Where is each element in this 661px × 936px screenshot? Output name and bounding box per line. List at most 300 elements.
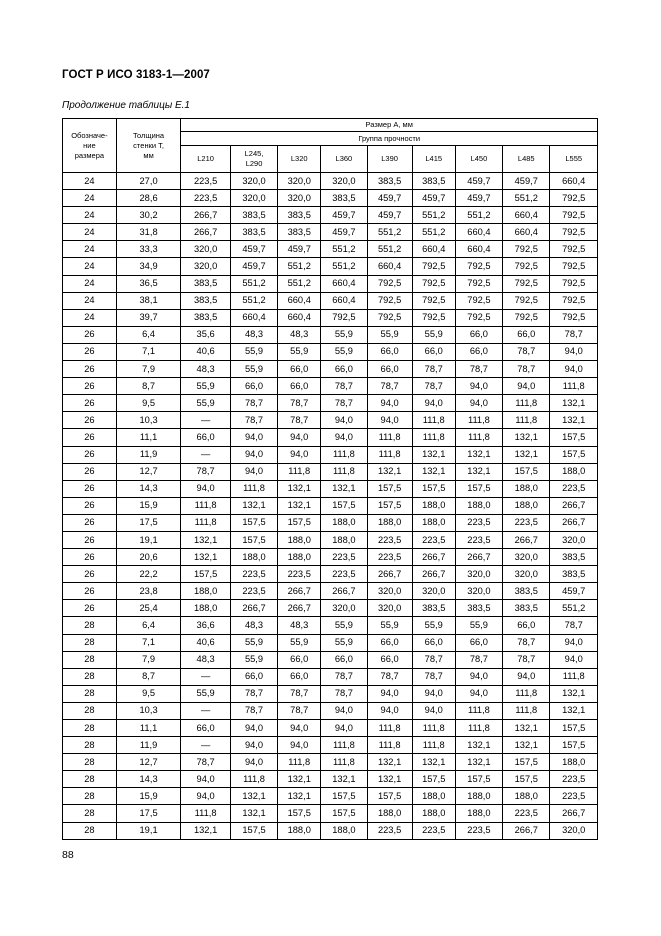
cell-size-value: 383,5: [278, 207, 321, 224]
cell-thickness: 33,3: [116, 241, 181, 258]
table-row: [63, 258, 598, 275]
cell-size-value: 55,9: [455, 617, 502, 634]
cell-designation: 28: [63, 737, 117, 754]
cell-size-value: 78,7: [550, 617, 598, 634]
table-row: [63, 395, 598, 412]
cell-size-value: 78,7: [503, 651, 550, 668]
cell-size-value: 223,5: [321, 566, 367, 583]
table-header: [63, 119, 598, 173]
cell-size-value: 111,8: [278, 754, 321, 771]
cell-size-value: 94,0: [321, 702, 367, 719]
cell-size-value: 266,7: [278, 583, 321, 600]
cell-size-value: 78,7: [321, 668, 367, 685]
cell-size-value: 132,1: [230, 788, 277, 805]
cell-size-value: 188,0: [503, 480, 550, 497]
cell-thickness: 7,1: [116, 634, 181, 651]
cell-thickness: 10,3: [116, 702, 181, 719]
cell-thickness: 27,0: [116, 173, 181, 190]
cell-size-value: 132,1: [550, 395, 598, 412]
cell-size-value: 132,1: [412, 754, 455, 771]
cell-size-value: 78,7: [503, 634, 550, 651]
cell-size-value: 551,2: [412, 224, 455, 241]
cell-size-value: 188,0: [321, 514, 367, 531]
cell-size-value: 94,0: [550, 343, 598, 360]
cell-size-value: 111,8: [412, 429, 455, 446]
cell-size-value: 78,7: [412, 361, 455, 378]
cell-size-value: 223,5: [278, 566, 321, 583]
cell-size-value: 157,5: [367, 788, 412, 805]
cell-size-value: 459,7: [367, 190, 412, 207]
cell-size-value: 66,0: [278, 668, 321, 685]
table-row: [63, 617, 598, 634]
cell-size-value: 320,0: [321, 600, 367, 617]
cell-size-value: 132,1: [550, 702, 598, 719]
cell-size-value: 55,9: [181, 378, 231, 395]
cell-size-value: 132,1: [278, 480, 321, 497]
cell-size-value: 111,8: [412, 412, 455, 429]
cell-size-value: 157,5: [321, 497, 367, 514]
cell-size-value: 94,0: [278, 720, 321, 737]
cell-size-value: 111,8: [412, 720, 455, 737]
cell-size-value: 111,8: [455, 702, 502, 719]
cell-size-value: 66,0: [321, 651, 367, 668]
cell-size-value: 188,0: [412, 497, 455, 514]
cell-size-value: 132,1: [367, 771, 412, 788]
cell-size-value: 320,0: [230, 173, 277, 190]
cell-size-value: 792,5: [550, 241, 598, 258]
cell-size-value: 660,4: [455, 224, 502, 241]
cell-designation: 24: [63, 207, 117, 224]
cell-thickness: 12,7: [116, 754, 181, 771]
table-row: [63, 446, 598, 463]
cell-designation: 26: [63, 343, 117, 360]
cell-size-value: 320,0: [455, 583, 502, 600]
cell-size-value: 792,5: [503, 309, 550, 326]
cell-size-value: —: [181, 412, 231, 429]
cell-size-value: 94,0: [278, 429, 321, 446]
cell-size-value: 792,5: [455, 309, 502, 326]
header-grade: L555: [550, 146, 598, 173]
page-number: 88: [62, 849, 74, 861]
table-row: [63, 190, 598, 207]
cell-size-value: 66,0: [278, 378, 321, 395]
cell-thickness: 14,3: [116, 771, 181, 788]
table-row: [63, 378, 598, 395]
cell-size-value: 111,8: [455, 429, 502, 446]
cell-size-value: 66,0: [321, 361, 367, 378]
cell-size-value: 78,7: [181, 754, 231, 771]
cell-size-value: 157,5: [412, 771, 455, 788]
cell-size-value: 188,0: [181, 600, 231, 617]
cell-size-value: 111,8: [503, 412, 550, 429]
cell-size-value: 383,5: [412, 173, 455, 190]
cell-designation: 26: [63, 378, 117, 395]
cell-size-value: 660,4: [503, 224, 550, 241]
cell-size-value: 66,0: [181, 429, 231, 446]
cell-size-value: 792,5: [550, 224, 598, 241]
cell-thickness: 7,1: [116, 343, 181, 360]
cell-size-value: 55,9: [230, 343, 277, 360]
cell-thickness: 7,9: [116, 361, 181, 378]
cell-size-value: 188,0: [412, 805, 455, 822]
cell-designation: 28: [63, 685, 117, 702]
cell-size-value: 55,9: [230, 361, 277, 378]
cell-size-value: 94,0: [455, 668, 502, 685]
cell-size-value: 320,0: [550, 822, 598, 839]
cell-size-value: 188,0: [412, 788, 455, 805]
cell-size-value: 223,5: [181, 190, 231, 207]
cell-size-value: 66,0: [230, 668, 277, 685]
cell-size-value: 223,5: [412, 531, 455, 548]
cell-designation: 26: [63, 514, 117, 531]
table-row: [63, 788, 598, 805]
cell-size-value: 551,2: [455, 207, 502, 224]
cell-size-value: 111,8: [367, 737, 412, 754]
cell-size-value: 383,5: [278, 224, 321, 241]
cell-size-value: 157,5: [367, 497, 412, 514]
cell-size-value: 55,9: [278, 634, 321, 651]
cell-size-value: 792,5: [503, 275, 550, 292]
header-grade: L415: [412, 146, 455, 173]
cell-size-value: 111,8: [455, 412, 502, 429]
cell-size-value: 157,5: [503, 463, 550, 480]
cell-size-value: 132,1: [412, 463, 455, 480]
cell-size-value: 320,0: [367, 600, 412, 617]
cell-size-value: 792,5: [367, 292, 412, 309]
cell-size-value: 792,5: [367, 309, 412, 326]
cell-size-value: 383,5: [230, 207, 277, 224]
cell-size-value: 55,9: [181, 685, 231, 702]
cell-size-value: 94,0: [367, 685, 412, 702]
cell-size-value: 459,7: [321, 207, 367, 224]
cell-size-value: 94,0: [367, 702, 412, 719]
cell-size-value: 132,1: [230, 497, 277, 514]
cell-size-value: 792,5: [550, 258, 598, 275]
cell-size-value: 551,2: [367, 224, 412, 241]
cell-size-value: 94,0: [230, 446, 277, 463]
cell-size-value: 383,5: [181, 309, 231, 326]
cell-size-value: 35,6: [181, 326, 231, 343]
cell-designation: 24: [63, 241, 117, 258]
cell-size-value: 157,5: [181, 566, 231, 583]
cell-size-value: 266,7: [503, 822, 550, 839]
cell-size-value: 660,4: [550, 173, 598, 190]
cell-size-value: 66,0: [455, 326, 502, 343]
cell-size-value: 55,9: [412, 617, 455, 634]
cell-size-value: 383,5: [367, 173, 412, 190]
cell-size-value: 94,0: [455, 685, 502, 702]
cell-size-value: 266,7: [230, 600, 277, 617]
cell-size-value: 157,5: [455, 771, 502, 788]
cell-size-value: 223,5: [455, 531, 502, 548]
cell-size-value: 157,5: [550, 429, 598, 446]
cell-size-value: 157,5: [550, 446, 598, 463]
cell-thickness: 14,3: [116, 480, 181, 497]
cell-size-value: 94,0: [230, 429, 277, 446]
cell-size-value: 188,0: [181, 583, 231, 600]
cell-size-value: 132,1: [503, 720, 550, 737]
table-row: [63, 173, 598, 190]
cell-designation: 28: [63, 702, 117, 719]
cell-thickness: 38,1: [116, 292, 181, 309]
table-row: [63, 668, 598, 685]
cell-size-value: 132,1: [455, 754, 502, 771]
cell-thickness: 10,3: [116, 412, 181, 429]
cell-size-value: 55,9: [230, 651, 277, 668]
cell-size-value: 157,5: [367, 480, 412, 497]
cell-size-value: 792,5: [550, 292, 598, 309]
cell-size-value: 157,5: [550, 720, 598, 737]
cell-size-value: 188,0: [278, 549, 321, 566]
cell-size-value: 320,0: [181, 241, 231, 258]
cell-size-value: 111,8: [321, 463, 367, 480]
cell-size-value: 78,7: [230, 702, 277, 719]
cell-size-value: 223,5: [550, 771, 598, 788]
cell-designation: 26: [63, 480, 117, 497]
cell-size-value: 94,0: [367, 395, 412, 412]
cell-size-value: 111,8: [230, 771, 277, 788]
cell-size-value: 157,5: [321, 805, 367, 822]
cell-designation: 24: [63, 173, 117, 190]
header-grade: L245, L290: [230, 146, 277, 173]
cell-size-value: 188,0: [455, 497, 502, 514]
cell-thickness: 19,1: [116, 531, 181, 548]
table-row: [63, 224, 598, 241]
cell-size-value: 48,3: [181, 651, 231, 668]
cell-size-value: 66,0: [278, 651, 321, 668]
cell-size-value: 78,7: [412, 378, 455, 395]
cell-size-value: 132,1: [503, 446, 550, 463]
cell-size-value: 132,1: [455, 446, 502, 463]
cell-size-value: 94,0: [550, 651, 598, 668]
cell-designation: 26: [63, 361, 117, 378]
cell-size-value: 78,7: [181, 463, 231, 480]
cell-thickness: 19,1: [116, 822, 181, 839]
cell-size-value: 94,0: [455, 395, 502, 412]
cell-size-value: 111,8: [230, 480, 277, 497]
cell-size-value: 94,0: [321, 720, 367, 737]
cell-designation: 26: [63, 549, 117, 566]
cell-size-value: 157,5: [230, 531, 277, 548]
cell-size-value: 459,7: [367, 207, 412, 224]
cell-size-value: 551,2: [503, 190, 550, 207]
cell-size-value: 792,5: [503, 292, 550, 309]
cell-size-value: 792,5: [455, 292, 502, 309]
cell-size-value: 223,5: [412, 822, 455, 839]
header-grade: L360: [321, 146, 367, 173]
cell-size-value: 132,1: [503, 737, 550, 754]
table-body: [63, 173, 598, 840]
table-row: [63, 343, 598, 360]
cell-size-value: 66,0: [230, 378, 277, 395]
cell-size-value: 551,2: [550, 600, 598, 617]
cell-size-value: 94,0: [503, 378, 550, 395]
cell-size-value: 157,5: [550, 737, 598, 754]
table-row: [63, 583, 598, 600]
cell-size-value: 66,0: [455, 634, 502, 651]
cell-size-value: 55,9: [321, 326, 367, 343]
cell-size-value: 792,5: [412, 309, 455, 326]
cell-size-value: 78,7: [278, 685, 321, 702]
cell-size-value: 111,8: [367, 720, 412, 737]
cell-size-value: 132,1: [230, 805, 277, 822]
cell-designation: 28: [63, 771, 117, 788]
cell-size-value: 111,8: [550, 378, 598, 395]
cell-size-value: 266,7: [321, 583, 367, 600]
cell-thickness: 31,8: [116, 224, 181, 241]
cell-size-value: 94,0: [230, 737, 277, 754]
cell-size-value: 551,2: [230, 275, 277, 292]
cell-size-value: 94,0: [278, 737, 321, 754]
cell-thickness: 9,5: [116, 685, 181, 702]
cell-size-value: 660,4: [278, 309, 321, 326]
cell-size-value: 132,1: [181, 822, 231, 839]
cell-size-value: 792,5: [550, 207, 598, 224]
cell-designation: 24: [63, 258, 117, 275]
cell-size-value: 223,5: [321, 549, 367, 566]
cell-designation: 24: [63, 275, 117, 292]
table-row: [63, 754, 598, 771]
table-row: [63, 720, 598, 737]
cell-size-value: 660,4: [503, 207, 550, 224]
table-row: [63, 702, 598, 719]
cell-size-value: 188,0: [503, 788, 550, 805]
cell-size-value: 78,7: [503, 343, 550, 360]
cell-size-value: 66,0: [455, 343, 502, 360]
cell-size-value: 36,6: [181, 617, 231, 634]
cell-size-value: 94,0: [321, 412, 367, 429]
cell-size-value: 78,7: [412, 668, 455, 685]
cell-size-value: 660,4: [412, 241, 455, 258]
cell-size-value: 78,7: [455, 651, 502, 668]
cell-thickness: 11,1: [116, 720, 181, 737]
cell-size-value: 383,5: [503, 583, 550, 600]
cell-designation: 26: [63, 497, 117, 514]
cell-size-value: 111,8: [412, 737, 455, 754]
cell-size-value: 792,5: [550, 190, 598, 207]
header-designation: Обозначе- ние размера: [63, 119, 117, 173]
cell-size-value: 78,7: [230, 412, 277, 429]
cell-size-value: 320,0: [278, 190, 321, 207]
cell-size-value: 660,4: [455, 241, 502, 258]
cell-size-value: 266,7: [455, 549, 502, 566]
cell-size-value: 132,1: [367, 463, 412, 480]
cell-size-value: 94,0: [278, 446, 321, 463]
cell-size-value: 459,7: [321, 224, 367, 241]
cell-thickness: 15,9: [116, 497, 181, 514]
cell-size-value: 94,0: [230, 463, 277, 480]
cell-size-value: 66,0: [181, 720, 231, 737]
header-grade: L485: [503, 146, 550, 173]
cell-size-value: 132,1: [455, 737, 502, 754]
cell-size-value: 94,0: [181, 788, 231, 805]
cell-size-value: 132,1: [321, 771, 367, 788]
table-row: [63, 514, 598, 531]
cell-size-value: 66,0: [367, 343, 412, 360]
cell-size-value: 94,0: [455, 378, 502, 395]
table-row: [63, 549, 598, 566]
cell-thickness: 8,7: [116, 668, 181, 685]
table-row: [63, 309, 598, 326]
table-row: [63, 429, 598, 446]
cell-size-value: 320,0: [321, 173, 367, 190]
cell-size-value: 111,8: [321, 754, 367, 771]
cell-size-value: 188,0: [455, 805, 502, 822]
cell-size-value: 188,0: [367, 805, 412, 822]
cell-size-value: 111,8: [503, 685, 550, 702]
cell-size-value: 266,7: [503, 531, 550, 548]
cell-size-value: 383,5: [455, 600, 502, 617]
cell-thickness: 39,7: [116, 309, 181, 326]
cell-size-value: 320,0: [230, 190, 277, 207]
table-row: [63, 463, 598, 480]
cell-size-value: 320,0: [503, 566, 550, 583]
cell-size-value: 551,2: [230, 292, 277, 309]
cell-size-value: 188,0: [367, 514, 412, 531]
cell-thickness: 12,7: [116, 463, 181, 480]
table-row: [63, 600, 598, 617]
cell-size-value: 48,3: [278, 326, 321, 343]
cell-size-value: 792,5: [503, 258, 550, 275]
cell-size-value: 111,8: [503, 395, 550, 412]
cell-size-value: 94,0: [503, 668, 550, 685]
cell-size-value: 320,0: [278, 173, 321, 190]
cell-size-value: 223,5: [181, 173, 231, 190]
cell-size-value: 55,9: [367, 326, 412, 343]
cell-size-value: 459,7: [230, 258, 277, 275]
cell-size-value: 132,1: [278, 788, 321, 805]
cell-size-value: 223,5: [503, 514, 550, 531]
cell-size-value: 55,9: [321, 617, 367, 634]
cell-thickness: 8,7: [116, 378, 181, 395]
cell-size-value: 223,5: [367, 549, 412, 566]
cell-size-value: 266,7: [550, 805, 598, 822]
cell-size-value: 55,9: [321, 343, 367, 360]
table-row: [63, 292, 598, 309]
cell-size-value: 78,7: [412, 651, 455, 668]
table-row: [63, 326, 598, 343]
cell-size-value: 266,7: [278, 600, 321, 617]
cell-size-value: 66,0: [367, 361, 412, 378]
cell-size-value: —: [181, 668, 231, 685]
cell-size-value: 157,5: [503, 754, 550, 771]
cell-size-value: 78,7: [321, 685, 367, 702]
cell-thickness: 17,5: [116, 514, 181, 531]
cell-size-value: 157,5: [321, 788, 367, 805]
cell-size-value: 132,1: [412, 446, 455, 463]
cell-size-value: 188,0: [503, 497, 550, 514]
table-row: [63, 566, 598, 583]
cell-size-value: 66,0: [503, 326, 550, 343]
cell-size-value: 459,7: [550, 583, 598, 600]
cell-size-value: 78,7: [550, 326, 598, 343]
table-row: [63, 634, 598, 651]
table-row: [63, 275, 598, 292]
cell-thickness: 6,4: [116, 617, 181, 634]
cell-thickness: 15,9: [116, 788, 181, 805]
cell-size-value: 320,0: [503, 549, 550, 566]
cell-designation: 26: [63, 600, 117, 617]
cell-size-value: 459,7: [455, 190, 502, 207]
table-row: [63, 412, 598, 429]
cell-size-value: 266,7: [181, 224, 231, 241]
cell-thickness: 23,8: [116, 583, 181, 600]
cell-designation: 28: [63, 822, 117, 839]
cell-size-value: 223,5: [367, 531, 412, 548]
table-row: [63, 241, 598, 258]
cell-size-value: 459,7: [503, 173, 550, 190]
cell-size-value: 266,7: [412, 549, 455, 566]
